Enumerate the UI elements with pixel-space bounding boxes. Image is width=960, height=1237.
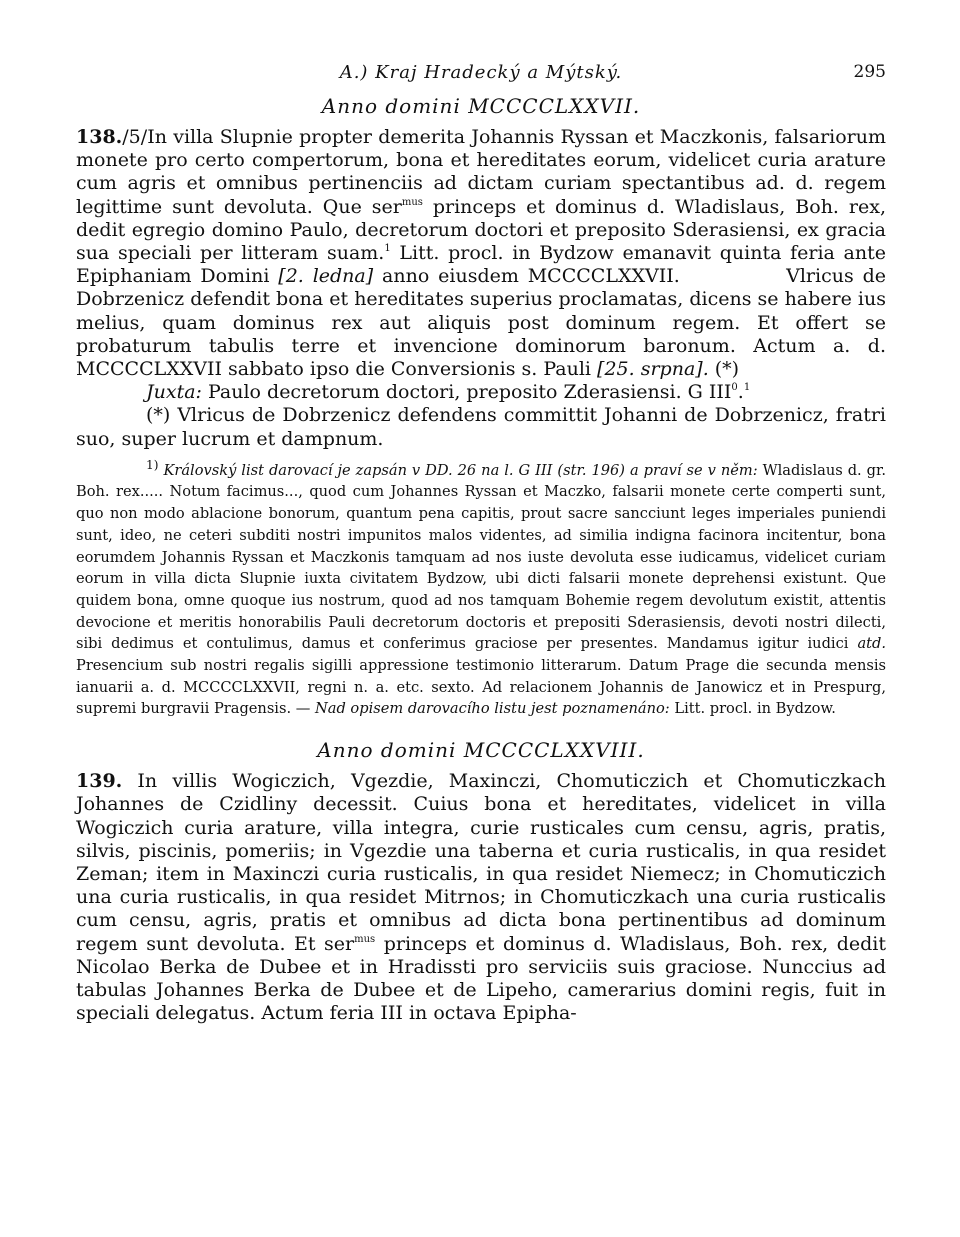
footnote-text: Presencium sub nostri regalis sigilli appressione testimonio litterarum. Datum Prage die secunda mensis ianuarii a. d. MCCCCLXXVII, regni n. a. etc. sexto. Ad relacionem Johannis de Janowicz et in Prespurg, supremi burgravii Pragensis. — <box>76 657 886 718</box>
entry-number: 138. <box>76 126 123 148</box>
running-head <box>76 52 886 82</box>
juxta-line: Juxta: Paulo decretorum doctori, preposito Zderasiensi. G III$^0$.$^1$ <box>146 381 751 404</box>
date-note: [25. srpna]. <box>597 358 709 381</box>
entry-number: 139. <box>76 770 123 793</box>
juxta-label: Juxta: <box>146 381 202 404</box>
footnote-text: Wladislaus d. gr. Boh. rex..... Notum facimus..., quod cum Johannes Ryssan et Maczko, falsarii monete certe comperti sunt, quo non modo ablacione bonorum, quantum pena capitis, prout sacre sancciunt leges imperiales puniendi sunt, ideo, ne ceteri subditi nostri impunitos malos videntes, ad similia indigna facinora incitentur, bona eorumdem Johannis Ryssan et Maczkonis tamquam ad nos iuste devoluta esse iudicamus, videlicet curiam eorum in villa dicta Slupnie iuxta civitatem Bydzow, ubi dicti falsarii monete deprehensi existunt. Que quidem bona, omne quoque ius nostrum, quod ad nos tamquam Bohemie regem devolutum existit, attentis devocione et meritis honorabilis Pauli decretorum doctoris et prepositi Sderasiensis, devoti nostri dilecti, sibi dedimus et contulimus, damus et conferimus graciose per presentes. Mandamus igitur iudici <box>76 461 887 653</box>
marginal-ref: /5/ <box>122 126 148 148</box>
entry-text: princeps et dominus d. Wladislaus, Boh. rex, dedit Nicolao Berka de Dubee et in Hradissti pro serviciis suis graciose. Nunccius ad tabulas Johannes Berka de Dubee et de Lipeho, camerarius domini regis, fuit in speciali delegatus. Actum feria III in octava Epipha- <box>76 932 886 1025</box>
running-head-title: A.) Kraj Hradecký a Mýtský. <box>339 62 623 83</box>
entry-text: In villa Slupnie propter demerita Johannis Ryssan et Maczkonis, falsariorum monete pro certo compertorum, bona et hereditates eorum, videlicet curia arature cum agris et omnibus pertinenciis ad dictam curiam spectantibus ad. d. regem legittime sunt devoluta. Que ser <box>76 126 886 218</box>
superscript: mus <box>354 933 376 945</box>
juxta-text: Paulo decretorum doctori, preposito Zderasiensi. G III <box>201 381 732 404</box>
superscript: 0 <box>731 382 738 394</box>
entry-text: In villis Wogiczich, Vgezdie, Maxinczi, Chomuticzich et Chomuticzkach Johannes de Czidliny decessit. Cuius bona et hereditates, videlicet in villa Wogiczich curia arature, villa integra, curie rusticales cum censu, agris, pratis, silvis, piscinis, pomeriis; in Vgezdie una taberna et curia rusticalis, in qua residet Zeman; item in Maxinczi curia rusticalis, in qua residet Niemecz; in Chomuticzich una curia rusticalis, in qua residet Mitrnos; in Chomuticzkach una curia rusticalis cum censu, agris, pratis et omnibus ad dicta bona pertinentibus ad dominum regem sunt devoluta. Et ser <box>76 770 886 955</box>
superscript: mus <box>401 196 423 208</box>
footnote-text: Litt. procl. in Bydzow. <box>669 700 836 718</box>
year-heading-1477: Anno domini MCCCCLXXVII. <box>321 94 641 118</box>
footnote-atd: atd. <box>857 635 886 653</box>
footnote-reference: 1 <box>384 243 391 255</box>
footnote-1 <box>76 455 886 720</box>
year-heading-1478: Anno domini MCCCCLXXVIII. <box>317 738 645 763</box>
entry-text: Litt. procl. in Bydzow emanavit quinta feria ante Epiphaniam Domini <box>76 242 886 288</box>
note-reference: (*) <box>708 358 740 381</box>
entry-text: anno eiusdem MCCCCLXXVII. <box>373 265 680 288</box>
entry-138 <box>76 126 886 381</box>
entry-text: princeps et dominus d. Wladislaus, Boh. rex, dedit egregio domino Paulo, decretorum doctori et preposito Sderasiensi, ex gracia sua speciali per litteram suam. <box>76 195 886 265</box>
footnote-marker: 1) <box>146 457 159 472</box>
date-note: [2. ledna] <box>278 265 374 288</box>
page-number: 295 <box>853 62 886 82</box>
document-page <box>76 52 886 1025</box>
asterisk-note: (*) Vlricus de Dobrzenicz defendens committit Johanni de Dobrzenicz, fratri suo, super lucrum et dampnum. <box>76 404 886 450</box>
footnote-italic: Nad opisem darovacího listu jest poznamenáno: <box>314 700 670 718</box>
footnote-reference: 1 <box>743 382 751 394</box>
entry-text: Vlricus de Dobrzenicz defendit bona et hereditates superius proclamatas, dicens se habere ius melius, quam dominus rex aut aliquis post dominum regem. Et offert se probaturum tabulis terre et invencione dominorum baronum. Actum a. d. MCCCCLXXVII sabbato ipso die Conversionis s. Pauli <box>76 265 886 381</box>
entry-139 <box>76 770 886 1025</box>
footnote-italic: Královský list darovací je zapsán v DD. 26 na l. G III (str. 196) a praví se v něm: <box>163 461 758 479</box>
